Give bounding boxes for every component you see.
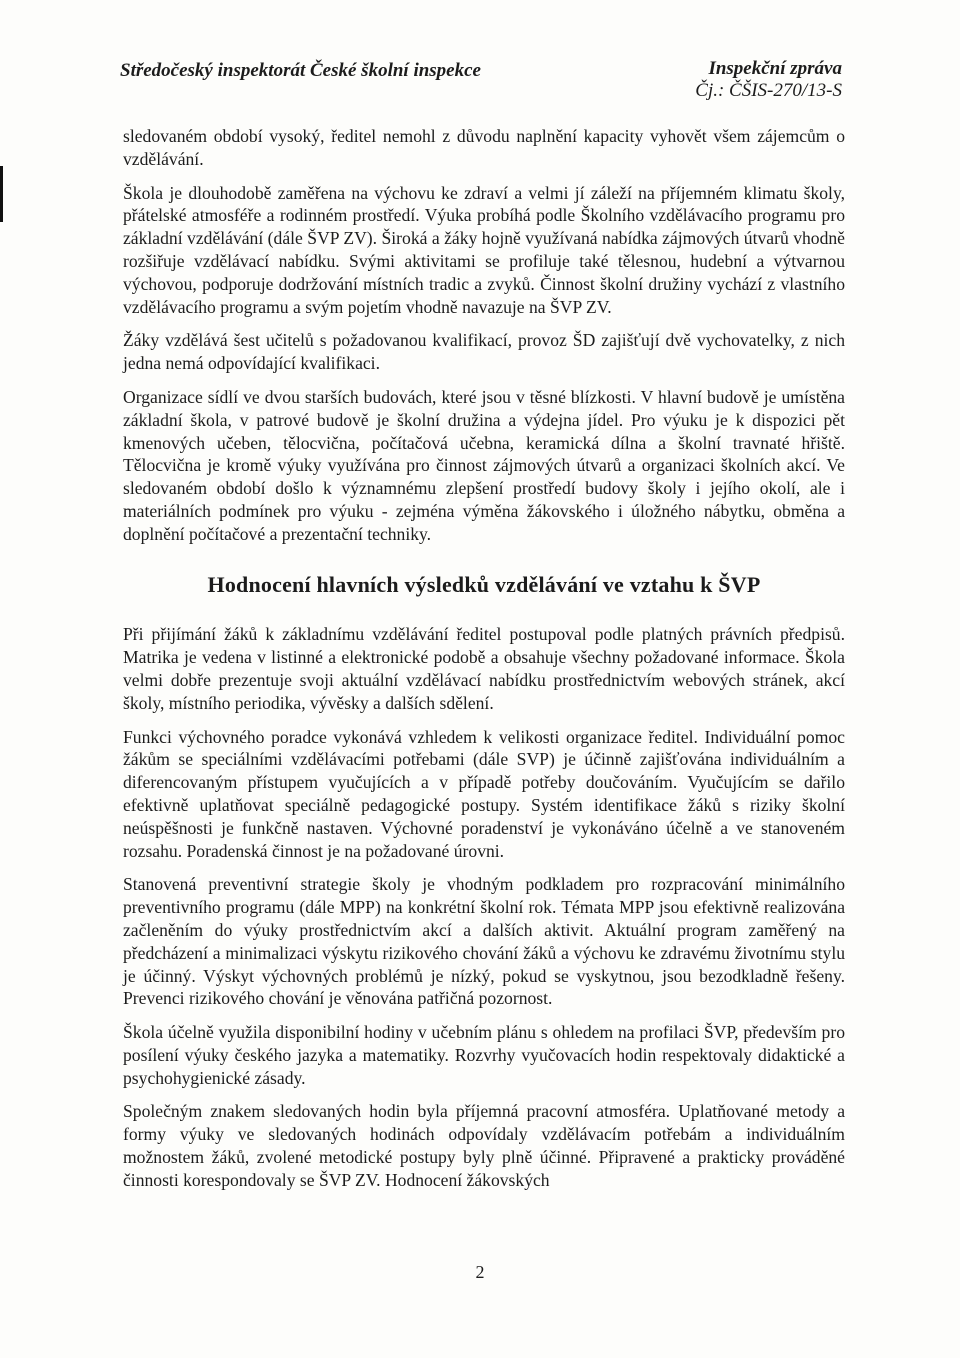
scan-edge-mark — [0, 166, 3, 222]
body-text — [123, 125, 845, 1203]
header-report-info — [695, 58, 842, 102]
paragraph: sledovaném období vysoký, ředitel nemohl z důvodu naplnění kapacity vyhovět všem zájemcům o vzdělávání. — [123, 126, 845, 169]
header-institution: Středočeský inspektorát České školní inspekce — [120, 60, 481, 81]
paragraph: Škola je dlouhodobě zaměřena na výchovu ke zdraví a velmi jí záleží na příjemném klimatu školy, přátelské atmosféře a rodinném prostředí. Výuka probíhá podle Školního vzdělávacího programu pro základní vzdělávání (dále ŠVP ZV). Široká a žáky hojně využívaná nabídka zájmových útvarů vhodně rozšiřuje vzdělávací nabídku. Svými aktivitami se profiluje také tělesnou, hudební a výtvarnou výchovou, podporuje dodržování místních tradic a zvyků. Činnost školní družiny vychází z vlastního vzdělávacího programu a svým pojetím vhodně navazuje na ŠVP ZV. — [123, 182, 845, 317]
paragraph: Funkci výchovného poradce vykonává vzhledem k velikosti organizace ředitel. Individuální pomoc žákům se speciálními vzdělávacími potřebami (dále SVP) je účinně zajišťována individuálním a diferencovaným přístupem vyučujících a v případě potřeby doučováním. Vyučujícím se dařilo efektivně uplatňovat speciálně pedagogické postupy. Systém identifikace žáků s riziky školní neúspěšnosti je funkčně nastaven. Výchovné poradenství je vykonáváno účelně a ve stanoveném rozsahu. Poradenská činnost je na požadované úrovni. — [123, 726, 845, 861]
paragraph: Stanovená preventivní strategie školy je vhodným podkladem pro rozpracování minimálního preventivního programu (dále MPP) na konkrétní školní rok. Témata MPP jsou efektivně realizována začleněním do výuky prostřednictvím akcí a dalších aktivit. Aktuální program zaměřený na předcházení a minimalizaci výskytu rizikového chování žáků a výchovu ke zdravému životnímu stylu je účinný. Výskyt výchovných problémů je nízký, pokud se vyskytnou, jsou bezodkladně řešeny. Prevenci rizikového chování je věnována patřičná pozornost. — [123, 874, 845, 1009]
paragraph: Žáky vzdělává šest učitelů s požadovanou kvalifikací, provoz ŠD zajišťují dvě vychovatelky, z nich jedna nemá odpovídající kvalifikaci. — [123, 330, 845, 374]
header-reference-number: Čj.: ČŠIS-270/13-S — [695, 80, 842, 101]
paragraph: Organizace sídlí ve dvou starších budovách, které jsou v těsné blízkosti. V hlavní budově je umístěna základní škola, v patrové budově je školní družina a výdejna jídel. Pro výuku je k dispozici pět kmenových učeben, tělocvična, počítačová učebna, keramická dílna a školní travnaté hřiště. Tělocvična je kromě výuky využívána pro činnost zájmových útvarů a organizaci školních akcí. Ve sledovaném období došlo k významnému zlepšení prostředí budovy školy i jejího okolí, ale i materiálních podmínek pro výuku - zejména výměna žákovského i úložného nábytku, obměna a doplnění počítačové a prezentační techniky. — [123, 386, 845, 544]
page-number: 2 — [475, 1262, 485, 1282]
paragraph: Při přijímání žáků k základnímu vzdělávání ředitel postupoval podle platných právních předpisů. Matrika je vedena v listinné a elektronické podobě a obsahuje všechny požadované informace. Škola velmi dobře prezentuje svoji aktuální vzdělávací nabídku prostřednictvím webových stránek, akcí školy, místního periodika, vývěsky a dalších sdělení. — [123, 624, 845, 713]
paragraph: Společným znakem sledovaných hodin byla příjemná pracovní atmosféra. Uplatňované metody a formy výuky ve sledovaných hodinách odpovídaly vzdělávacím potřebám a individuálním možnostem žáků, zvolené metodické postupy byly plně účinné. Připravené a prakticky prováděné činnosti korespondovaly se ŠVP ZV. Hodnocení žákovských — [123, 1101, 845, 1190]
header-report-title: Inspekční zpráva — [708, 58, 842, 79]
section-heading: Hodnocení hlavních výsledků vzdělávání ve vztahu k ŠVP — [207, 571, 761, 597]
paragraph: Škola účelně využila disponibilní hodiny v učebním plánu s ohledem na profilaci ŠVP, především pro posílení výuky českého jazyka a matematiky. Rozvrhy vyučovacích hodin respektovaly didaktické a psychohygienické zásady. — [123, 1022, 845, 1088]
